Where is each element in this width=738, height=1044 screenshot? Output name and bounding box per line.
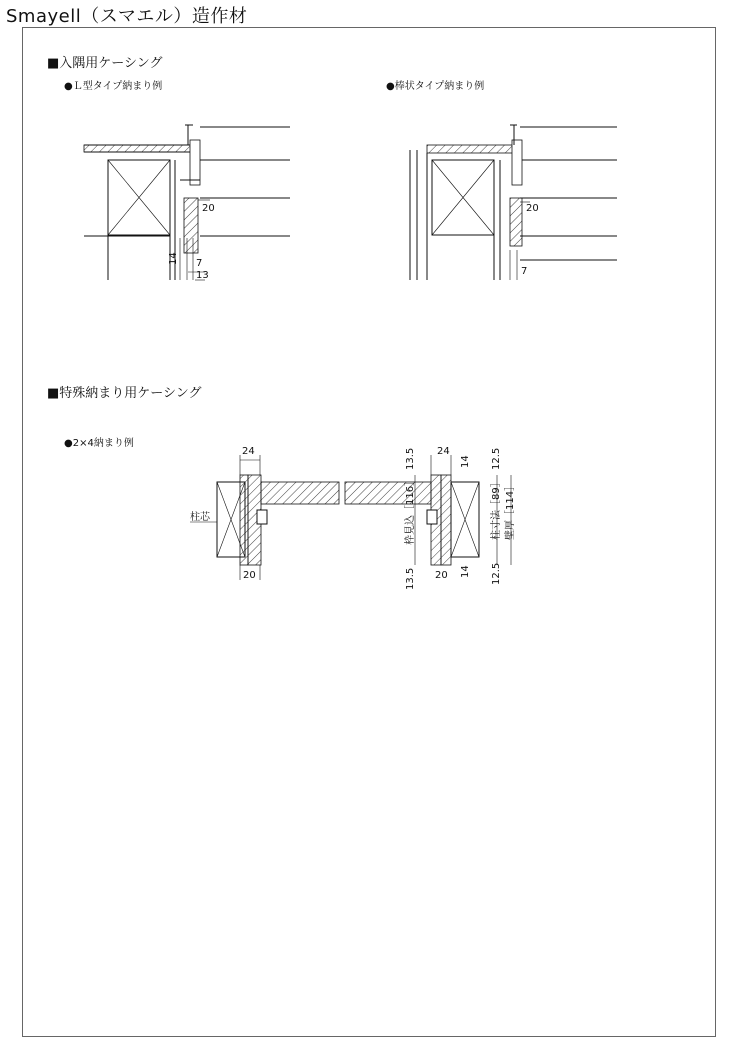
dim-20-l: 20 xyxy=(202,203,215,214)
caption-l-type: ●Ｌ型タイプ納まり例 xyxy=(64,81,163,92)
dim-14-l: 14 xyxy=(168,252,179,265)
dim-7-r: 7 xyxy=(521,266,528,277)
section-heading-inside-corner: ■入隅用ケーシング xyxy=(47,56,163,71)
dim-20-left: 20 xyxy=(243,570,256,581)
drawing-l-type xyxy=(80,120,295,290)
drawing-2x4 xyxy=(185,440,525,590)
dim-20-right: 20 xyxy=(435,570,448,581)
dim-20-r: 20 xyxy=(526,203,539,214)
caption-2x4: ●2×4納まり例 xyxy=(64,438,134,449)
dim-13-l: 13 xyxy=(196,270,209,281)
label-frame-visible: 枠見込［116］ xyxy=(405,475,416,545)
label-pillar-dim: 柱寸法［89］ xyxy=(491,477,502,540)
drawing-bar-type xyxy=(402,120,622,290)
section-heading-special: ■特殊納まり用ケーシング xyxy=(47,386,202,401)
label-wall-thickness: 壁厚［114］ xyxy=(505,480,516,540)
page-title: Smayell（スマエル）造作材 xyxy=(6,6,248,27)
dim-13-5-bottom: 13.5 xyxy=(405,567,416,590)
dim-12-5-bottom: 12.5 xyxy=(491,562,502,585)
dim-7-l: 7 xyxy=(196,258,203,269)
label-pillar-core: 柱芯 xyxy=(190,512,210,523)
dim-24-left: 24 xyxy=(242,446,255,457)
dim-14-top: 14 xyxy=(460,455,471,468)
dim-14-bottom: 14 xyxy=(460,565,471,578)
caption-bar-type: ●棒状タイプ納まり例 xyxy=(386,81,485,92)
dim-12-5-top: 12.5 xyxy=(491,447,502,470)
dim-13-5-top: 13.5 xyxy=(405,447,416,470)
dim-24-right: 24 xyxy=(437,446,450,457)
